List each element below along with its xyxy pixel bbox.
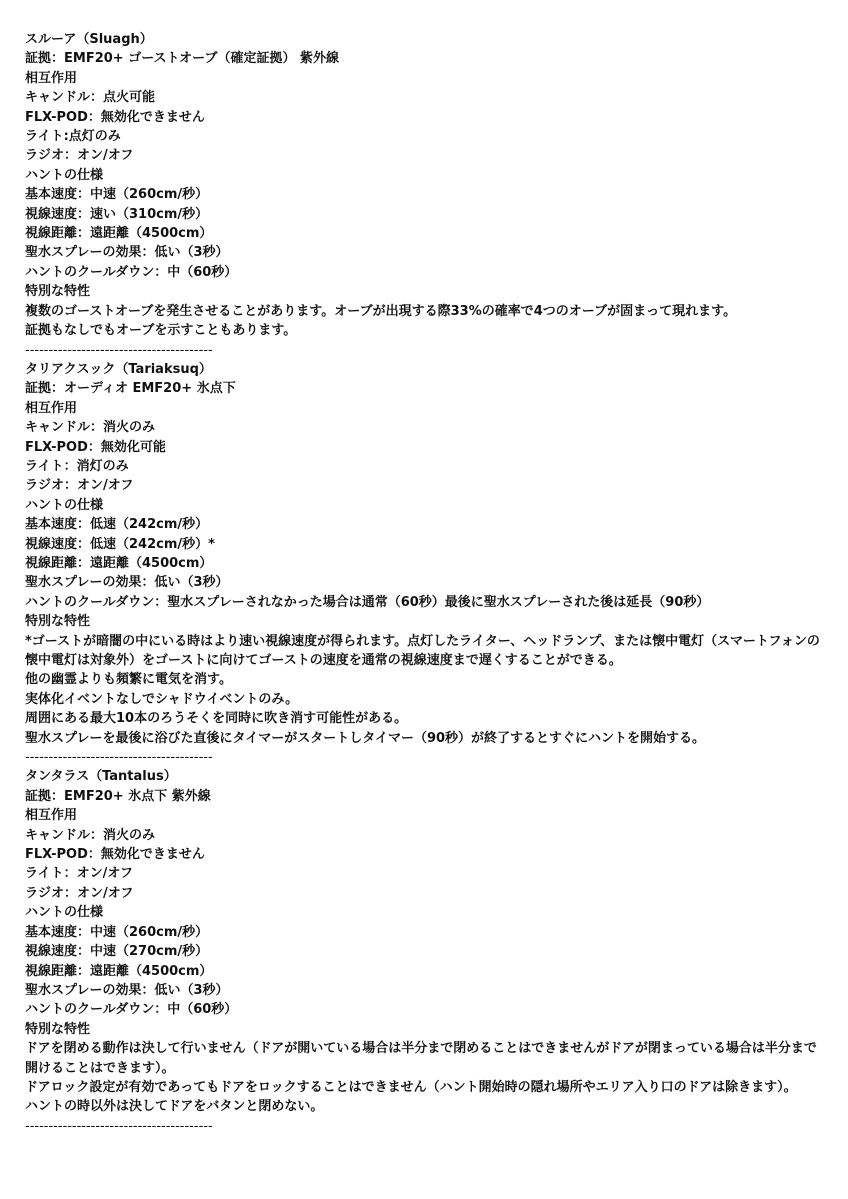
ghost-info-line: *ゴーストが暗闇の中にいる時はより速い視線速度が得られます。点灯したライター、ヘッドランプ、または懐中電灯（スマートフォンの懐中電灯は対象外）をゴーストに向けてゴーストの速度を通常の視線速度まで遅くすることができる。 [25,633,820,668]
ghost-section [25,360,825,768]
ghost-info-line: 聖水スプレーの効果：低い（3秒） [25,575,229,591]
ghost-info-line: 聖水スプレーを最後に浴びた直後にタイマーがスタートしタイマー（90秒）が終了するとすぐにハントを開始する。 [25,730,706,746]
ghost-info-line: FLX-POD：無効化できません [25,847,205,863]
ghost-info-line: ハントのクールダウン：中（60秒） [25,1002,238,1018]
ghost-title: タリアクスック（Tariaksuq） [25,361,212,377]
section-separator: ---------------------------------------- [25,342,213,358]
ghost-info-line: ドアロック設定が有効であってもドアをロックすることはできません（ハント開始時の隠れ場所やエリア入り口のドアは除きます）。 [25,1079,797,1095]
ghost-info-line: ライト:点灯のみ [25,129,121,145]
ghost-info-line: 視線距離：遠距離（4500cm） [25,226,213,242]
ghost-info-line: ライト：オン/オフ [25,866,133,882]
section-separator: ---------------------------------------- [25,1118,213,1134]
ghost-info-line: ハントの時以外は決してドアをバタンと閉めない。 [25,1099,324,1115]
ghost-info-line: 基本速度：中速（260cm/秒） [25,187,209,203]
ghost-info-line: 視線速度：中速（270cm/秒） [25,944,209,960]
ghost-info-line: 特別な特性 [25,1021,91,1037]
ghost-info-line: 周囲にある最大10本のろうそくを同時に吹き消す可能性がある。 [25,711,408,727]
ghost-info-line: 相互作用 [25,70,78,86]
ghost-info-line: 証拠もなしでもオーブを示すこともあります。 [25,323,297,339]
ghost-title: スルーア（Sluagh） [25,32,153,47]
ghost-info-line: 証拠：EMF20+ 氷点下 紫外線 [25,788,211,804]
ghost-info-line: 視線距離：遠距離（4500cm） [25,963,213,979]
ghost-section [25,30,825,360]
ghost-info-line: 視線速度：速い（310cm/秒） [25,206,209,222]
ghost-info-line: 証拠：オーディオ EMF20+ 氷点下 [25,381,236,397]
ghost-info-line: 視線距離：遠距離（4500cm） [25,555,213,571]
ghost-info-line: キャンドル：点火可能 [25,90,156,106]
ghost-info-line: ドアを閉める動作は決して行いません（ドアが開いている場合は半分まで閉めることはできませんがドアが閉まっている場合は半分まで開けることはできます）。 [25,1041,817,1076]
ghost-info-line: 聖水スプレーの効果：低い（3秒） [25,245,229,261]
ghost-info-line: ハントの仕様 [25,905,104,921]
ghost-info-line: 複数のゴーストオーブを発生させることがあります。オーブが出現する際33%の確率で4つのオーブが固まって現れます。 [25,303,737,319]
document-body [25,30,825,1136]
ghost-info-line: 基本速度：中速（260cm/秒） [25,924,209,940]
ghost-info-line: ハントの仕様 [25,167,104,183]
ghost-info-line: 他の幽霊よりも頻繁に電気を消す。 [25,672,232,688]
ghost-info-line: ハントのクールダウン：聖水スプレーされなかった場合は通常（60秒）最後に聖水スプレーされた後は延長（90秒） [25,594,710,610]
ghost-info-line: ラジオ：オン/オフ [25,478,134,494]
ghost-title: タンタラス（Tantalus） [25,769,177,785]
ghost-info-line: 特別な特性 [25,284,91,300]
ghost-info-line: 相互作用 [25,808,78,824]
ghost-info-line: ハントの仕様 [25,497,104,513]
ghost-info-line: 特別な特性 [25,614,91,630]
ghost-info-line: 視線速度：低速（242cm/秒）* [25,536,215,552]
ghost-info-line: ラジオ：オン/オフ [25,885,134,901]
ghost-info-line: 証拠：EMF20+ ゴーストオーブ（確定証拠） 紫外線 [25,51,340,67]
ghost-info-line: ライト：消灯のみ [25,458,129,474]
ghost-info-line: キャンドル：消火のみ [25,420,156,436]
ghost-info-line: FLX-POD：無効化できません [25,109,205,125]
ghost-info-line: キャンドル：消火のみ [25,827,156,843]
ghost-info-line: 実体化イベントなしでシャドウイベントのみ。 [25,691,299,707]
section-separator: ---------------------------------------- [25,750,213,766]
ghost-info-line: ラジオ：オン/オフ [25,148,134,164]
ghost-info-line: ハントのクールダウン：中（60秒） [25,264,238,280]
ghost-info-line: FLX-POD：無効化可能 [25,439,166,455]
ghost-section [25,767,825,1136]
ghost-info-line: 相互作用 [25,400,78,416]
ghost-info-line: 基本速度：低速（242cm/秒） [25,517,209,533]
ghost-info-line: 聖水スプレーの効果：低い（3秒） [25,982,229,998]
